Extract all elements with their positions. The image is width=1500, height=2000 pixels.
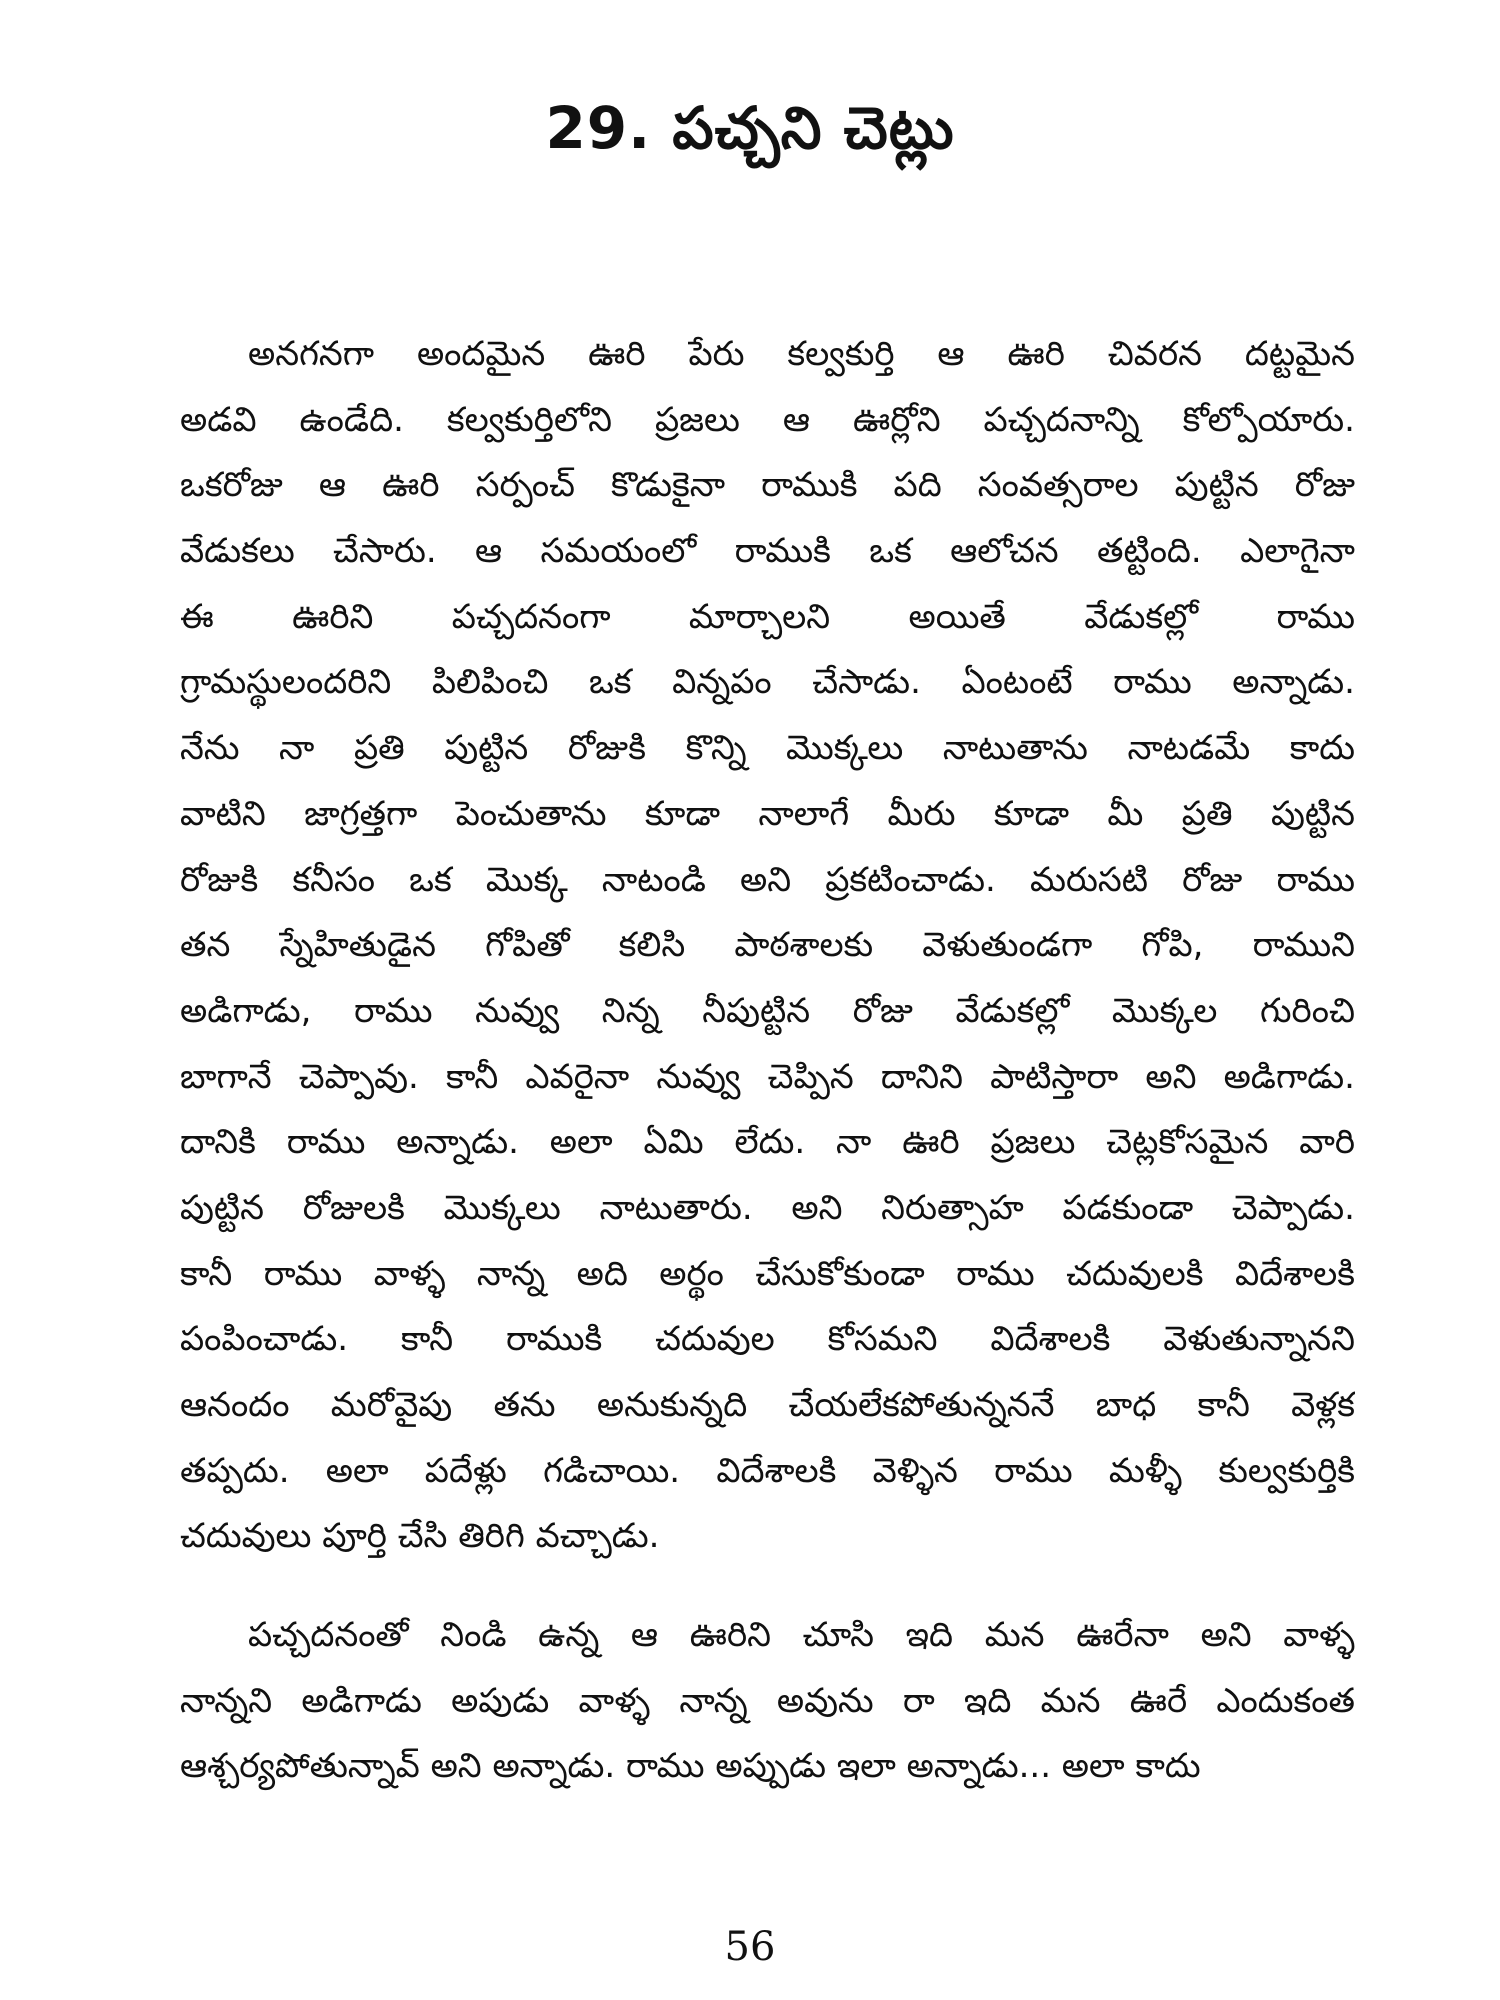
- text-line: పంపించాడు. కానీ రాముకి చదువుల కోసమని విదేశాలకి వెళుతున్నానని: [180, 1319, 1355, 1360]
- text-line: పచ్చదనంతో నిండి ఉన్న ఆ ఊరిని చూసి ఇది మన ఊరేనా అని వాళ్ళ: [248, 1615, 1355, 1656]
- text-line: ఈ ఊరిని పచ్చదనంగా మార్చాలని అయితే వేడుకల్లో రాము: [180, 596, 1355, 637]
- text-line: గ్రామస్థులందరిని పిలిపించి ఒక విన్నపం చేసాడు. ఏంటంటే రాము అన్నాడు.: [180, 662, 1355, 703]
- paragraph: [180, 1603, 1355, 1800]
- story-body: [180, 322, 1355, 1800]
- text-line: ఆనందం మరోవైపు తను అనుకున్నది చేయలేకపోతున్నననే బాధ కానీ వెళ్లక: [180, 1385, 1355, 1425]
- text-line: ఆశ్చర్యపోతున్నావ్ అని అన్నాడు. రాము అప్పుడు ఇలా అన్నాడు... అలా కాదు: [180, 1746, 1201, 1787]
- text-line: దానికి రాము అన్నాడు. అలా ఏమి లేదు. నా ఊరి ప్రజలు చెట్లకోసమైన వారి: [180, 1122, 1355, 1163]
- text-line: తన స్నేహితుడైన గోపితో కలిసి పాఠశాలకు వెళుతుండగా గోపి, రాముని: [180, 925, 1355, 966]
- text-line: ఒకరోజు ఆ ఊరి సర్పంచ్ కొడుకైనా రాముకి పది సంవత్సరాల పుట్టిన రోజు: [180, 465, 1355, 506]
- text-line: అనగనగా అందమైన ఊరి పేరు కల్వకుర్తి ఆ ఊరి చివరన దట్టమైన: [248, 334, 1355, 374]
- text-line: కానీ రాము వాళ్ళ నాన్న అది అర్థం చేసుకోకుండా రాము చదువులకి విదేశాలకి: [180, 1253, 1355, 1294]
- text-line: చదువులు పూర్తి చేసి తిరిగి వచ్చాడు.: [180, 1516, 660, 1557]
- text-line: పుట్టిన రోజులకి మొక్కలు నాటుతారు. అని నిరుత్సాహ పడకుండా చెప్పాడు.: [180, 1187, 1355, 1228]
- text-line: బాగానే చెప్పావు. కానీ ఎవరైనా నువ్వు చెప్పిన దానిని పాటిస్తారా అని అడిగాడు.: [180, 1056, 1355, 1097]
- text-line: నేను నా ప్రతి పుట్టిన రోజుకి కొన్ని మొక్కలు నాటుతాను నాటడమే కాదు: [180, 728, 1355, 769]
- text-line: తప్పదు. అలా పదేళ్లు గడిచాయి. విదేశాలకి వెళ్ళిన రాము మళ్ళీ కుల్వకుర్తికి: [180, 1450, 1355, 1491]
- text-line: వేడుకలు చేసారు. ఆ సమయంలో రాముకి ఒక ఆలోచన తట్టింది. ఎలాగైనా: [180, 531, 1355, 572]
- paragraph-gap: [180, 1570, 1355, 1603]
- text-line: నాన్నని అడిగాడు అపుడు వాళ్ళ నాన్న అవును రా ఇది మన ఊరే ఎందుకంత: [180, 1680, 1355, 1721]
- text-line: వాటిని జాగ్రత్తగా పెంచుతాను కూడా నాలాగే మీరు కూడా మీ ప్రతి పుట్టిన: [180, 793, 1355, 834]
- text-line: రోజుకి కనీసం ఒక మొక్క నాటండి అని ప్రకటించాడు. మరుసటి రోజు రాము: [180, 859, 1355, 900]
- text-line: అడవి ఉండేది. కల్వకుర్తిలోని ప్రజలు ఆ ఊర్లోని పచ్చదనాన్ని కోల్పోయారు.: [180, 399, 1355, 440]
- text-line: అడిగాడు, రాము నువ్వు నిన్న నీపుట్టిన రోజు వేడుకల్లో మొక్కల గురించి: [180, 990, 1355, 1031]
- paragraph: [180, 322, 1355, 1570]
- chapter-title: 29. పచ్చని చెట్లు: [545, 94, 955, 162]
- page-number: 56: [724, 1924, 776, 1970]
